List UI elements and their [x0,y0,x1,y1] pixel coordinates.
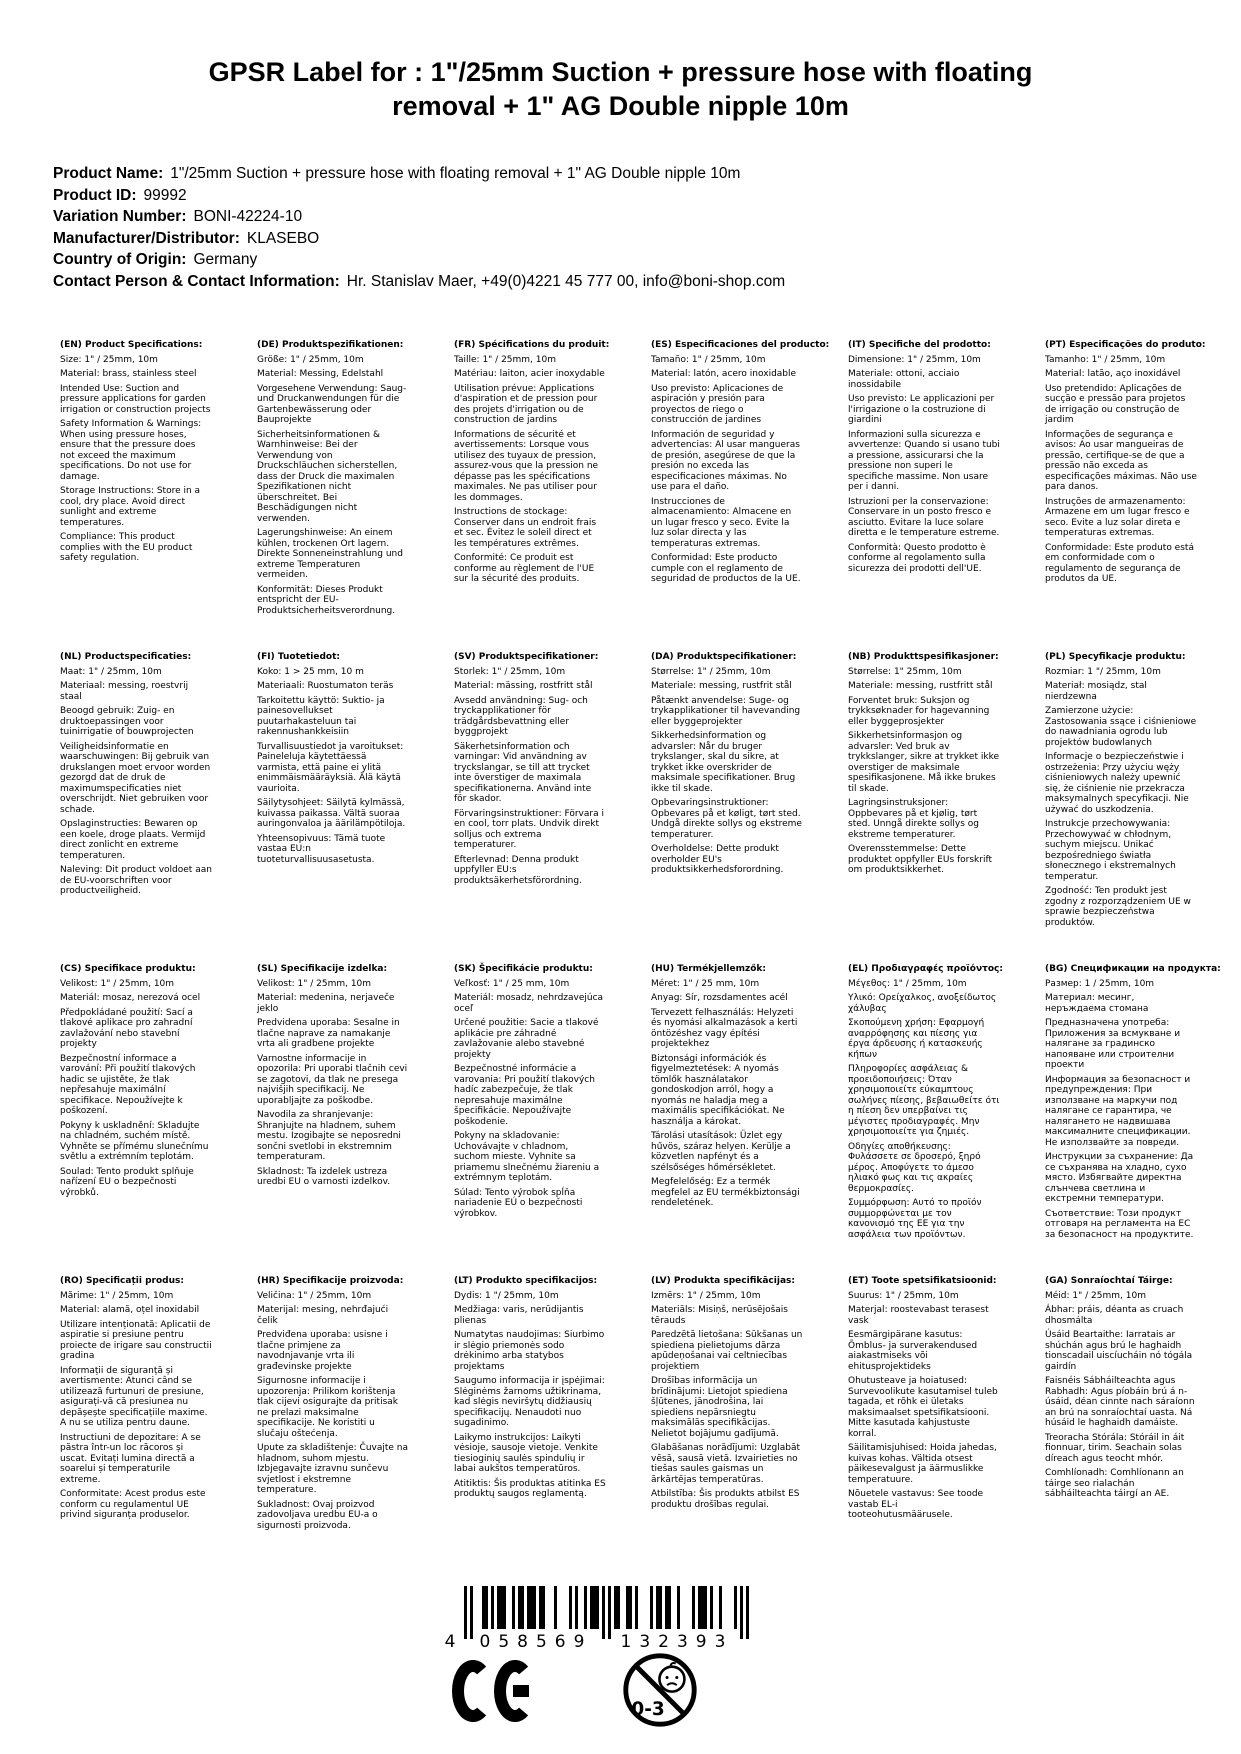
spec-block-pl [1045,652,1197,964]
spec-paragraph: Material: latão, aço inoxidável [1045,369,1181,379]
spec-paragraph: Materiāls: Misiņš, nerūsējošais tērauds [651,1305,788,1326]
spec-paragraph: Předpokládané použití: Sací a tlakové aplikace pro zahradní zavlažování nebo stavební projekty [60,1007,193,1049]
spec-paragraph: Conformitate: Acest produs este conform cu regulamentul UE privind siguranța produselor. [60,1489,206,1520]
spec-block-es [651,340,830,652]
spec-paragraph: Veľkosť: 1" / 25 mm, 10m [454,978,570,989]
product-info-row [53,206,785,228]
spec-language-header: (NB) Produkttspesifikasjoner: [848,652,999,662]
spec-block-sl [257,964,409,1276]
spec-paragraph: Tamaño: 1" / 25mm, 10m [651,354,766,365]
spec-block-lv [651,1276,803,1588]
spec-paragraph: Istruzioni per la conservazione: Conservare in un posto fresco e asciutto. Evitare la luce solare diretta e le temperature estreme. [848,496,1000,538]
spec-language-header: (PT) Especificações do produto: [1045,340,1206,350]
spec-paragraph: Οδηγίες αποθήκευσης: Φυλάσσετε σε δροσερό, ξηρό μέρος. Αποφύγετε το άμεσο ηλιακό φως και τις ακραίες θερμοκρασίες. [848,1141,981,1194]
spec-paragraph: Size: 1" / 25mm, 10m [60,354,158,365]
spec-paragraph: Saugumo informacija ir įspėjimai: Slėginėms žarnoms užtikrinama, kad slėgis neviršytų didžiausių specifikacijų. Nenaudoti nuo sugadinimo. [454,1376,605,1428]
spec-paragraph: Megfelelőség: Ez a termék megfelel az EU termékbiztonsági rendeletének. [651,1177,800,1208]
spec-paragraph: Sukladnost: Ovaj proizvod zadovoljava uredbu EU-a o sigurnosti proizvoda. [257,1499,378,1531]
product-info-row [53,163,785,185]
product-info-section [53,163,785,292]
spec-paragraph: Zamierzone użycie: Zastosowania ssące i ciśnieniowe do nawadniania ogrodu lub projektów budowlanych [1045,706,1197,748]
spec-language-header: (PL) Specyfikacje produktu: [1045,652,1186,662]
spec-paragraph: Säilytysohjeet: Säilytä kylmässä, kuivassa paikassa. Vältä suoraa auringonvaloa ja äärilämpötiloja. [257,798,406,829]
barcode-digit-left: 4 [444,1632,456,1652]
spec-paragraph: Biztonsági információk és figyelmeztetések: A nyomás tömlők használatakor gondoskodjon arról, hogy a nyomás ne haladja meg a maximális specifikációkat. Ne használja a károkat. [651,1053,785,1127]
spec-paragraph: Sicherheitsinformationen & Warnhinweise: Bei der Verwendung von Druckschläuchen sicherstellen, dass der Druck die maximalen Spezifikationen nicht überschreitet. Bei Beschädigungen nicht verwenden. [257,429,398,524]
spec-paragraph: Overensstemmelse: Dette produktet oppfyller EUs forskrift om produktsikkerhet. [848,844,993,875]
spec-paragraph: Materjal: roostevabast terasest vask [848,1305,989,1326]
spec-paragraph: Dimensione: 1" / 25mm, 10m [848,354,981,365]
spec-paragraph: Materiál: mosaz, nerezová ocel [60,993,201,1003]
spec-paragraph: Størrelse: 1" 25mm, 10m [848,666,962,677]
spec-paragraph: Storage Instructions: Store in a cool, dry place. Avoid direct sunlight and extreme temperatures. [60,486,201,528]
spec-paragraph: Opbevaringsinstruktioner: Opbevares på et køligt, tørt sted. Undgå direkte sollys og ekstreme temperaturer. [651,798,802,840]
product-info-label: Manufacturer/Distributor: [53,229,240,247]
spec-language-header: (FI) Tuotetiedot: [257,652,341,662]
spec-paragraph: Ohutusteave ja hoiatused: Survevoolikute kasutamisel tuleb tagada, et rõhk ei ületaks maksimaalset spetsifikatsiooni. Mitte kasutada kahjustuste korral. [848,1376,998,1439]
spec-paragraph: Σκοπούμενη χρήση: Εφαρμογή αναρρόφησης και πίεσης για έργα άρδευσης ή κατασκευής κήπων [848,1018,985,1060]
spec-paragraph: Súlad: Tento výrobok spĺňa nariadenie EÚ o bezpečnosti výrobkov. [454,1187,583,1219]
spec-paragraph: Velikost: 1" / 25mm, 10m [60,978,175,989]
spec-paragraph: Soulad: Tento produkt splňuje nařízení EU o bezpečnosti výrobků. [60,1166,194,1198]
spec-paragraph: Förvaringsinstruktioner: Förvara i en cool, torr plats. Undvik direkt solljus och extrema temperaturer. [454,808,604,850]
barcode-digits-group2: 132393 [620,1632,734,1652]
product-info-value: Hr. Stanislav Maer, +49(0)4221 45 777 00, info@boni-shop.com [346,272,786,290]
spec-paragraph: Bezpečnostné informácie a varovania: Pri použití tlakových hadíc zabezpečuje, že tlak nepresahuje maximálne špecifikácie. Nepoužívajte poškodenie. [454,1064,595,1127]
spec-paragraph: Instructiuni de depozitare: A se păstra într-un loc răcoros și uscat. Evitați lumina directă a soarelui și temperaturile extreme. [60,1432,201,1485]
spec-paragraph: Vorgesehene Verwendung: Saug- und Druckanwendungen für die Gartenbewässerung oder Bauprojekte [257,383,407,425]
spec-paragraph: Съответствие: Този продукт отговаря на регламента на ЕС за безопасност на продуктите. [1045,1208,1194,1240]
spec-block-fr [454,340,610,652]
spec-block-lt [454,1276,606,1588]
spec-paragraph: Maat: 1" / 25mm, 10m [60,666,162,677]
product-info-label: Product ID: [53,186,137,204]
spec-paragraph: Konformität: Dieses Produkt entspricht der EU-Produktsicherheitsverordnung. [257,584,396,616]
spec-language-header: (GA) Sonraíochtaí Táirge: [1045,1276,1173,1286]
spec-paragraph: Instructions de stockage: Conserver dans un endroit frais et sec. Évitez le soleil direct et les températures extrêmes. [454,507,597,549]
spec-paragraph: Materiał: mosiądz, stal nierdzewna [1045,681,1147,702]
spec-paragraph: Uso previsto: Le applicazioni per l'irrigazione o la costruzione di giardini [848,394,995,425]
language-specs-grid [60,340,1221,1588]
spec-paragraph: Faisnéis Sábháilteachta agus Rabhadh: Agus píobáin brú á n-úsáid, déan cinnte nach sáraíonn an brú na sonraíochtaí uasta. Ná húsáid le haghaidh damáiste. [1045,1376,1195,1428]
spec-paragraph: Informations de sécurité et avertissements: Lorsque vous utilisez des tuyaux de pression, assurez-vous que la pression ne dépasse pas les spécifications maximales. Ne pas utiliser pour les dommages. [454,429,599,503]
spec-paragraph: Storlek: 1" / 25mm, 10m [454,666,566,677]
spec-paragraph: Naleving: Dit product voldoet aan de EU-voorschriften voor productveiligheid. [60,865,212,896]
spec-paragraph: Informazioni sulla sicurezza e avvertenze: Quando si usano tubi a pressione, assicurarsi che la pressione non superi le specifiche massime. Non usare per i danni. [848,429,1000,492]
spec-paragraph: Numatytas naudojimas: Siurbimo ir slėgio priemonės sodo drėkinimo arba statybos projektams [454,1330,605,1372]
spec-paragraph: Dydis: 1 "/ 25mm, 10m [454,1290,559,1301]
spec-paragraph: Lagerungshinweise: An einem kühlen, trockenen Ort lagern. Direkte Sonneneinstrahlung und extreme Temperaturen vermeiden. [257,528,403,580]
spec-paragraph: Predvidena uporaba: Sesalne in tlačne naprave za namakanje vrta ali gradbene projekte [257,1018,400,1049]
spec-paragraph: Paredzētā lietošana: Sūkšanas un spiediena pielietojums dārza apūdeņošanai vai celtniecības projektiem [651,1330,803,1372]
spec-paragraph: Πληροφορίες ασφάλειας & προειδοποιήσεις: Όταν χρησιμοποιείτε εύκαμπτους σωλήνες πίεσης, βεβαιωθείτε ότι η πίεση δεν υπερβαίνει τις μέγιστες προδιαγραφές. Μην χρησιμοποιείτε για ζημιές. [848,1064,1000,1137]
spec-paragraph: Предназначена употреба: Приложения за всмукване и налягане за градинско напояване или строителни проекти [1045,1018,1181,1070]
product-info-row [53,228,785,250]
spec-paragraph: Forventet bruk: Suksjon og trykksøknader for hagevanning eller byggeprosjekter [848,695,990,727]
ce-mark-icon [452,1660,536,1726]
spec-paragraph: Anyag: Sír, rozsdamentes acél [651,993,788,1003]
spec-paragraph: Beoogd gebruik: Zuig- en druktoepassingen voor tuinirrigatie of bouwprojecten [60,706,194,737]
spec-paragraph: Conformità: Questo prodotto è conforme al regolamento sulla sicurezza dei prodotti dell'UE. [848,542,986,574]
spec-paragraph: Materijal: mesing, nehrđajući čelik [257,1305,389,1326]
spec-paragraph: Tárolási utasítások: Üzlet egy hűvös, száraz helyen. Kerülje a közvetlen napfényt és a szélsőséges hőmérsékletet. [651,1131,791,1173]
spec-paragraph: Drošības informācija un brīdinājumi: Lietojot spiediena šļūtenes, jānodrošina, lai spiediens nepārsniegtu maksimālās specifikācijas. Nelietot bojājumu gadījumā. [651,1376,788,1439]
product-info-label: Variation Number: [53,208,187,225]
spec-paragraph: Información de seguridad y advertencias: Al usar mangueras de presión, asegúrese de que la presión no exceda las especificaciones máximas. No use para el daño. [651,429,800,492]
spec-paragraph: Uso pretendido: Aplicações de sucção e pressão para projetos de irrigação ou construção de jardim [1045,383,1186,425]
spec-paragraph: Lagringsinstruksjoner: Oppbevares på et kjølig, tørt sted. Unngå direkte sollys og ekstreme temperaturer. [848,798,979,840]
spec-paragraph: Sigurnosne informacije i upozorenja: Prilikom korištenja tlak cijevi osigurajte da pritisak ne prelazi maksimalne specifikacije. Ne koristiti u slučaju oštećenja. [257,1376,398,1439]
age-warning-label: 0-3 [631,1698,665,1720]
spec-block-nb [848,652,1000,964]
spec-block-hu [651,964,803,1276]
spec-paragraph: Material: alamă, oțel inoxidabil [60,1305,200,1315]
baby-face-icon [659,1667,684,1692]
spec-paragraph: Uso previsto: Aplicaciones de aspiración y presión para proyectos de riego o construcción de jardines [651,383,784,425]
spec-paragraph: Turvallisuustiedot ja varoitukset: Paineleluja käytettäessä varmista, että paine ei ylitä enimmäismääräyksiä. Älä käytä vaurioita. [257,741,404,794]
spec-paragraph: Intended Use: Suction and pressure applications for garden irrigation or construction projects [60,383,211,415]
product-info-label: Country of Origin: [53,251,187,268]
spec-block-hr [257,1276,409,1588]
spec-paragraph: Určené použitie: Sacie a tlakové aplikácie pre záhradné zavlažovanie alebo stavebné projekty [454,1018,599,1060]
product-info-value: BONI-42224-10 [193,208,303,225]
spec-paragraph: Úsáid Beartaithe: Iarratais ar shúchán agus brú le haghaidh tionscadail uiscíucháin nó tógála gairdín [1045,1330,1193,1372]
product-info-label: Product Name: [53,165,164,182]
spec-paragraph: Skladnost: Ta izdelek ustreza uredbi EU o varnosti izdelkov. [257,1166,391,1187]
spec-paragraph: Opslaginstructies: Bewaren op een koele, droge plaats. Vermijd direct zonlicht en extreme temperaturen. [60,819,206,861]
spec-paragraph: Информация за безопасност и предупреждения: При използване на маркучи под налягане се гарантира, че налягането не надвишава максималните спецификации. Не използвайте за повреди. [1045,1074,1191,1148]
spec-paragraph: Glabāšanas norādījumi: Uzglabāt vēsā, sausā vietā. Izvairieties no tiešas saules gaismas un ārkārtējas temperatūras. [651,1443,800,1485]
spec-paragraph: Conformité: Ce produit est conforme au règlement de l'UE sur la sécurité des produits. [454,553,595,584]
spec-language-header: (NL) Productspecificaties: [60,652,192,662]
spec-paragraph: Compliance: This product complies with the EU product safety regulation. [60,532,193,563]
spec-block-sv [454,652,606,964]
spec-paragraph: Navodila za shranjevanje: Shranjujte na hladnem, suhem mestu. Izogibajte se neposredni sončni svetlobi in ekstremnim temperaturam. [257,1110,401,1162]
spec-paragraph: Tarkoitettu käyttö: Suktio- ja painesovellukset puutarhakasteluun tai rakennushankkeisiin [257,695,385,737]
product-info-row [53,271,785,293]
spec-paragraph: Størrelse: 1" / 25mm, 10m [651,666,771,677]
spec-language-header: (SV) Produktspecifikationer: [454,652,599,662]
spec-paragraph: Material: brass, stainless steel [60,369,197,379]
spec-block-cs [60,964,212,1276]
spec-paragraph: Μέγεθος: 1" / 25mm, 10m [848,978,967,989]
spec-paragraph: Efterlevnad: Denna produkt uppfyller EU:s produktsäkerhetsförordning. [454,854,582,886]
spec-paragraph: Velikost: 1" / 25mm, 10m [257,978,372,989]
spec-paragraph: Conformidade: Este produto está em conformidade com o regulamento de segurança de produtos da UE. [1045,542,1194,584]
spec-language-header: (LV) Produkta specifikācijas: [651,1276,795,1286]
spec-paragraph: Material: mässing, rostfritt stål [454,681,593,691]
spec-paragraph: Informações de segurança e avisos: Ao usar mangueiras de pressão, certifique-se de que a pressão não exceda as especificações máximas. Não use para danos. [1045,429,1197,492]
spec-block-nl [60,652,212,964]
spec-paragraph: Upute za skladištenje: Čuvajte na hladnom, suhom mjestu. Izbjegavajte izravnu sunčevu svjetlost i ekstremne temperature. [257,1443,409,1495]
age-warning-0-3-icon [622,1652,698,1732]
spec-paragraph: Utilizare intenționată: Aplicatii de aspiratie si presiune pentru proiecte de irigare sau constructii gradina [60,1319,212,1361]
spec-language-header: (BG) Спецификации на продукта: [1045,964,1221,974]
spec-block-da [651,652,803,964]
spec-paragraph: Material: latón, acero inoxidable [651,369,797,379]
spec-paragraph: Größe: 1" / 25mm, 10m [257,354,364,365]
spec-paragraph: Materiaal: messing, roestvrij staal [60,681,189,702]
spec-language-header: (HR) Specifikacije proizvoda: [257,1276,404,1286]
spec-language-header: (SL) Specifikacije izdelka: [257,964,388,974]
spec-paragraph: Utilisation prévue: Applications d'aspiration et de pression pour des projets d'irrigation ou de construction de jardins [454,383,598,425]
spec-language-header: (HU) Termékjellemzők: [651,964,767,974]
spec-paragraph: Laikymo instrukcijos: Laikyti vėsioje, sausoje vietoje. Venkite tiesioginių saulės spindulių ir labai aukštos temperatūros. [454,1432,598,1474]
spec-paragraph: Veličina: 1" / 25mm, 10m [257,1290,372,1301]
spec-paragraph: Informații de siguranță și avertismente: Atunci când se utilizează furtunuri de presiune, asigurați-vă că presiunea nu depășește specificațiile maxime. A nu se utiliza pentru daune. [60,1365,208,1428]
spec-paragraph: Инструкции за съхранение: Да се съхранява на хладно, сухо място. Избягвайте директна слънчева светлина и екстремни температури. [1045,1152,1194,1204]
spec-paragraph: Avsedd användning: Sug- och tryckapplikationer för trädgårdsbevattning eller byggprojekt [454,695,588,737]
spec-block-it [848,340,1000,652]
spec-paragraph: Materiál: mosadz, nehrdzavejúca oceľ [454,993,604,1014]
spec-paragraph: Medžiaga: varis, nerūdijantis plienas [454,1305,584,1326]
spec-block-bg [1045,964,1221,1276]
spec-language-header: (ES) Especificaciones del producto: [651,340,830,350]
spec-paragraph: Safety Information & Warnings: When using pressure hoses, ensure that the pressure does not exceed the maximum specifications. Do not use for damage. [60,419,202,482]
product-info-value: 99992 [143,186,187,204]
spec-block-sk [454,964,606,1276]
product-info-label: Contact Person & Contact Information: [53,272,340,290]
spec-language-header: (CS) Specifikace produktu: [60,964,196,974]
spec-paragraph: Méret: 1" / 25 mm, 10m [651,978,760,989]
spec-block-ga [1045,1276,1197,1588]
page-title [0,55,1241,123]
spec-paragraph: Tamanho: 1" / 25mm, 10m [1045,354,1166,365]
spec-paragraph: Material: medenina, nerjaveče jeklo [257,993,395,1014]
product-info-value: KLASEBO [246,229,320,247]
spec-paragraph: Rozmiar: 1 "/ 25mm, 10m [1045,666,1161,677]
spec-paragraph: Υλικό: Ορείχαλκος, ανοξείδωτος χάλυβας [848,993,997,1014]
spec-paragraph: Materiale: messing, rustfritt stål [848,681,993,691]
spec-paragraph: Materiaali: Ruostumaton teräs [257,681,394,691]
spec-paragraph: Instrucciones de almacenamiento: Almacene en un lugar fresco y seco. Evite la luz solar directa y las temperaturas extremas. [651,496,792,549]
ean-barcode [440,1586,752,1652]
spec-paragraph: Treoracha Stórála: Stóráil in áit fionnuar, tirim. Seachain solas díreach agus teocht mhór. [1045,1432,1185,1464]
spec-paragraph: Pokyny k uskladnění: Skladujte na chladném, suchém místě. Vyhněte se přímému slunečnímu světlu a extrémním teplotám. [60,1120,209,1162]
spec-paragraph: Sikkerhedsinformation og advarsler: Når du bruger trykslanger, skal du sikre, at trykket ikke overskrider de maksimale specifikationer. Brug ikke til skade. [651,731,796,794]
spec-paragraph: Eesmärgipärane kasutus: Õmblus- ja surverakendused aiakastmiseks või ehitusprojektideks [848,1330,978,1372]
spec-language-header: (LT) Produkto specifikacijos: [454,1276,598,1286]
page-title-line2: removal + 1" AG Double nipple 10m [392,91,849,121]
spec-block-de [257,340,409,652]
spec-paragraph: Ábhar: práis, déanta as cruach dhosmálta [1045,1305,1184,1326]
spec-paragraph: Veiligheidsinformatie en waarschuwingen: Bij gebruik van drukslangen moet ervoor worden gezorgd dat de druk de maximumspecificaties niet overschrijdt. Niet gebruiken voor schade. [60,741,211,815]
spec-paragraph: Predviđena uporaba: usisne i tlačne primjene za navodnjavanje vrta ili građevinske projekte [257,1330,388,1372]
spec-paragraph: Material: Messing, Edelstahl [257,369,384,379]
spec-paragraph: Pokyny na skladovanie: Uchovávajte v chladnom, suchom mieste. Vyhnite sa priamemu slnečnému žiareniu a extrémnym teplotám. [454,1131,600,1183]
spec-language-header: (EL) Προδιαγραφές προϊόντος: [848,964,1003,974]
spec-paragraph: Yhteensopivuus: Tämä tuote vastaa EU:n tuoteturvallisuusasetusta. [257,833,386,865]
spec-language-header: (DE) Produktspezifikationen: [257,340,404,350]
spec-paragraph: Suurus: 1" / 25mm, 10m [848,1290,959,1301]
spec-paragraph: Zgodność: Ten produkt jest zgodny z rozporządzeniem UE w sprawie bezpieczeństwa produktów. [1045,886,1191,928]
spec-paragraph: Atbilstība: Šis produkts atbilst ES produktu drošības regulai. [651,1489,800,1510]
spec-paragraph: Overholdelse: Dette produkt overholder EU's produktsikkerhedsforordning. [651,844,784,875]
spec-paragraph: Varnostne informacije in opozorila: Pri uporabi tlačnih cevi se zagotovi, da tlak ne presega najvišjih specifikacij. Ne uporabljajte za poškodbe. [257,1053,408,1106]
spec-paragraph: Sikkerhetsinformasjon og advarsler: Ved bruk av trykkslanger, sikre at trykket ikke overstiger de maksimale spesifikasjonene. Må ikke brukes til skade. [848,731,999,794]
product-info-row [53,185,785,207]
spec-paragraph: Koko: 1 > 25 mm, 10 m [257,666,364,677]
spec-paragraph: Matériau: laiton, acier inoxydable [454,369,605,379]
spec-block-ro [60,1276,212,1588]
spec-paragraph: Instrukcje przechowywania: Przechowywać w chłodnym, suchym miejscu. Unikać bezpośredniego światła słonecznego i ekstremalnych temperatur. [1045,819,1176,882]
spec-paragraph: Материал: месинг, неръждаема стомана [1045,993,1149,1014]
spec-paragraph: Размер: 1 / 25mm, 10m [1045,978,1155,989]
spec-paragraph: Izmērs: 1" / 25mm, 10m [651,1290,761,1301]
spec-language-header: (FR) Spécifications du produit: [454,340,610,350]
product-info-value: Germany [193,251,258,268]
spec-paragraph: Conformidad: Este producto cumple con el reglamento de seguridad de productos de la UE. [651,553,801,584]
spec-paragraph: Atitiktis: Šis produktas atitinka ES produktų saugos reglamentą. [454,1478,606,1499]
spec-language-header: (SK) Špecifikácie produktu: [454,964,593,974]
spec-language-header: (DA) Produktspecifikationer: [651,652,797,662]
spec-block-fi [257,652,409,964]
spec-paragraph: Comhlíonadh: Comhlíonann an táirge seo rialachán sábháilteachta táirgí an AE. [1045,1468,1184,1499]
spec-block-en [60,340,212,652]
spec-block-el [848,964,1003,1276]
spec-paragraph: Instruções de armazenamento: Armazene em um lugar fresco e seco. Evite a luz solar direta e temperaturas extremas. [1045,496,1190,538]
spec-paragraph: Säkerhetsinformation och varningar: Vid användning av tryckslangar, se till att trycket inte överstiger de maximala specifikationerna. Använd inte för skador. [454,741,592,804]
barcode-digits-group1: 058569 [479,1632,593,1652]
spec-paragraph: Méid: 1" / 25mm, 10m [1045,1290,1146,1301]
spec-paragraph: Mărime: 1" / 25mm, 10m [60,1290,174,1301]
spec-block-et [848,1276,1000,1588]
spec-language-header: (IT) Specifiche del prodotto: [848,340,991,350]
spec-paragraph: Säilitamisjuhised: Hoida jahedas, kuivas kohas. Vältida otsest päikesevalgust ja äärmuslikke temperatuure. [848,1443,997,1485]
page-title-line1: GPSR Label for : 1"/25mm Suction + pressure hose with floating [208,57,1033,87]
spec-language-header: (ET) Toote spetsifikatsioonid: [848,1276,997,1286]
spec-paragraph: Tervezett felhasználás: Helyzeti és nyomási alkalmazások a kerti öntözéshez vagy építési projektekhez [651,1007,798,1049]
spec-language-header: (RO) Specificații produs: [60,1276,184,1286]
spec-paragraph: Συμμόρφωση: Αυτό το προϊόν συμμορφώνεται με τον κανονισμό της ΕΕ για την ασφάλεια των προϊόντων. [848,1198,982,1240]
spec-paragraph: Materiale: messing, rustfrit stål [651,681,792,691]
spec-paragraph: Taille: 1" / 25mm, 10m [454,354,557,365]
spec-paragraph: Nõuetele vastavus: See toode vastab EL-i tooteohutusmäärusele. [848,1489,984,1520]
spec-paragraph: Informacje o bezpieczeństwie i ostrzeżenia: Przy użyciu węży ciśnieniowych należy upewnić się, że ciśnienie nie przekracza maksymalnych specyfikacji. Nie używać do uszkodzenia. [1045,752,1189,815]
spec-paragraph: Bezpečnostní informace a varování: Při použití tlakových hadic se ujistěte, že tlak nepřesahuje maximální specifikace. Nepoužívejte k poškození. [60,1053,196,1116]
spec-paragraph: Materiale: ottoni, acciaio inossidabile [848,369,960,390]
product-info-value: 1"/25mm Suction + pressure hose with floating removal + 1" AG Double nipple 10m [170,165,741,182]
spec-language-header: (EN) Product Specifications: [60,340,203,350]
product-info-row [53,249,785,271]
spec-block-pt [1045,340,1206,652]
spec-paragraph: Påtænkt anvendelse: Suge- og trykapplikationer til havevanding eller byggeprojekter [651,695,801,727]
